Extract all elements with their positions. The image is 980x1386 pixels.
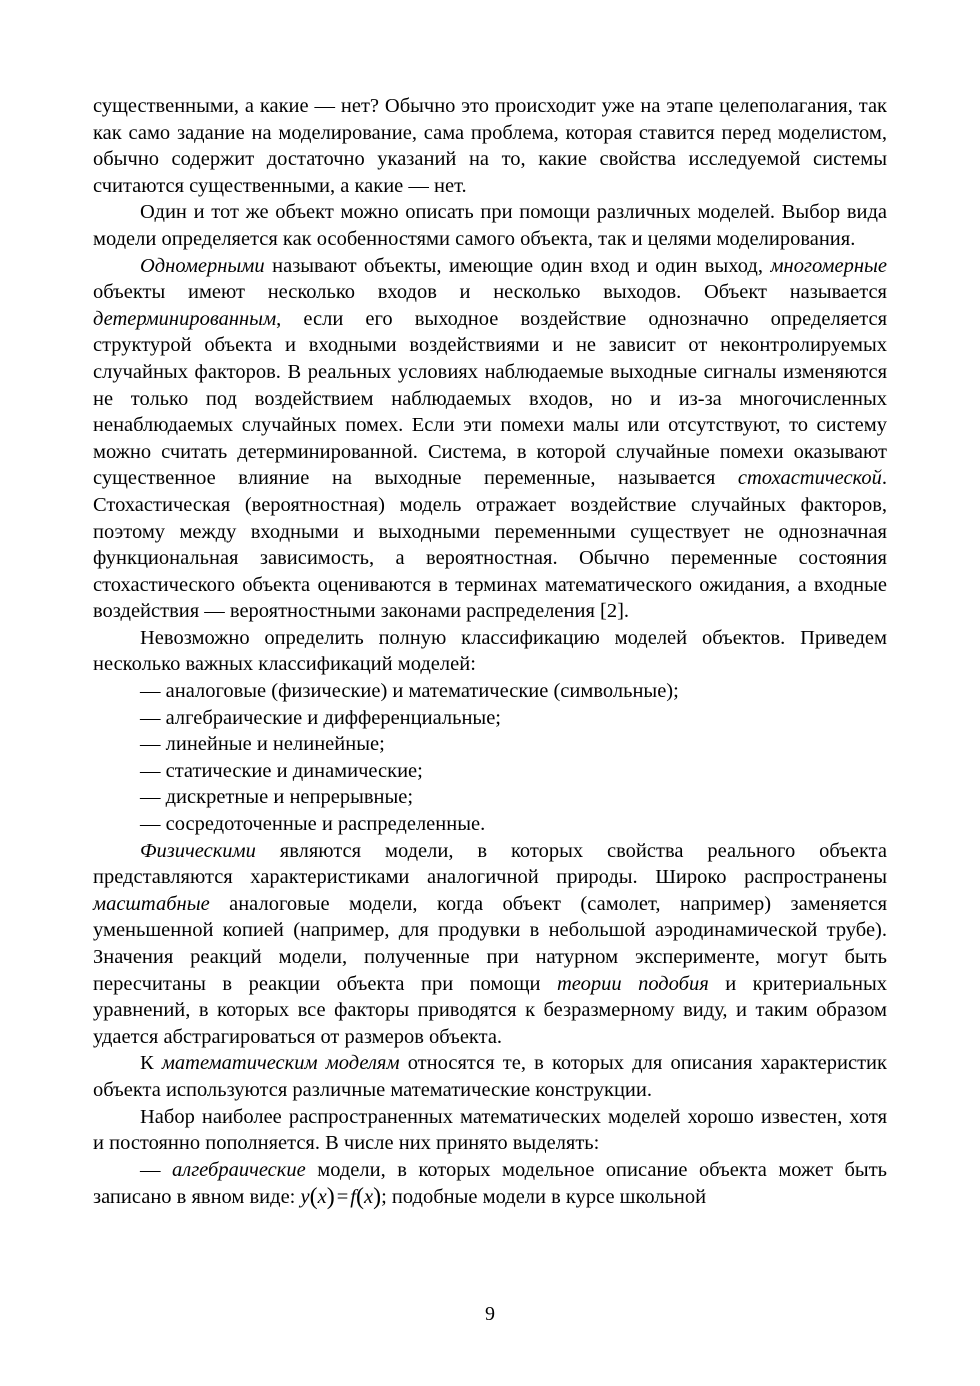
text-run: — линейные и нелинейные; — [140, 733, 385, 756]
list-item — [93, 678, 887, 705]
paragraph — [93, 1157, 887, 1211]
page-number: 9 — [485, 1303, 495, 1325]
text-run: Набор наиболее распространенных математических моделей хорошо известен, хотя и постоянно пополняется. В числе них принято выделять: — [93, 1105, 887, 1155]
text-run: ; подобные модели в курсе школьной — [381, 1186, 707, 1209]
text-run: — статические и динамические; — [140, 759, 423, 782]
text-run: — — [140, 1158, 172, 1181]
text-run: , если его выходное воздействие однозначно определяется структурой объекта и входными воздействиями и не зависит от неконтролируемых случайных факторов. В реальных условиях наблюдаемые выходные сигналы изменяются не только под воздействием наблюдаемых входов, но и из-за многочисленных ненаблюдаемых случайных помех. Если эти помехи малы или отсутствуют, то систему можно считать детерминированной. Система, в которой случайные помехи оказывают существенное влияние на выходные переменные, называется — [93, 307, 887, 490]
text-run: — алгебраические и дифференциальные; — [140, 706, 501, 729]
formula-token: ( — [309, 1184, 318, 1211]
text-run: К — [140, 1052, 162, 1075]
list-item — [93, 705, 887, 732]
italic-term: теории подобия — [556, 972, 709, 995]
text-run: модели, в которых модельное описание объекта может быть записано в явном виде: — [93, 1158, 888, 1209]
italic-term: масштабные — [93, 892, 210, 915]
italic-term: математическим моделям — [161, 1052, 400, 1075]
text-run: аналоговые модели, когда объект (самолет, например) заменяется уменьшенной копией (например, для продувки в небольшой аэродинамической трубе). Значения реакций модели, полученные при натурном эксперименте, могут быть пересчитаны в реакции объекта при помощи — [93, 892, 887, 995]
paragraph — [93, 625, 887, 678]
paragraph — [93, 1050, 887, 1103]
formula — [300, 1184, 382, 1211]
paragraph — [93, 199, 887, 252]
text-run: и критериальных уравнений, в которых все факторы приводятся к безразмерному виду, и таким образом удается абстрагироваться от размеров объекта. — [93, 972, 887, 1048]
formula-token: f — [350, 1186, 356, 1209]
text-run: существенными, а какие — нет? Обычно это происходит уже на этапе целеполагания, так как само задание на моделирование, сама проблема, которая ставится перед моделистом, обычно содержит достаточно указаний на то, какие свойства исследуемой системы считаются существенными, а какие — нет. — [93, 95, 887, 197]
italic-term: алгебраические — [172, 1158, 306, 1181]
formula-token: x — [364, 1186, 374, 1209]
formula-token: = — [336, 1186, 349, 1209]
text-run: — сосредоточенные и распределенные. — [140, 813, 486, 836]
paragraph — [93, 253, 887, 625]
formula-token: ) — [326, 1184, 335, 1211]
page-body-text — [93, 93, 887, 1211]
formula-token: x — [317, 1186, 327, 1209]
italic-term: Одномерными — [140, 254, 265, 277]
paragraph — [93, 1104, 887, 1157]
italic-term: Физическими — [140, 839, 256, 862]
formula-token: ) — [373, 1184, 382, 1211]
list-item — [93, 784, 887, 811]
text-run: — дискретные и непрерывные; — [140, 786, 414, 809]
list-item — [93, 731, 887, 758]
text-run: — аналоговые (физические) и математические (символьные); — [140, 680, 679, 703]
paragraph — [93, 838, 887, 1051]
text-run: объекты имеют несколько входов и несколько выходов. Объект называется — [93, 281, 887, 304]
list-item — [93, 811, 887, 838]
list-item — [93, 758, 887, 785]
italic-term: стохастической — [737, 467, 882, 490]
text-run: Невозможно определить полную классификацию моделей объектов. Приведем несколько важных классификаций моделей: — [93, 626, 887, 676]
text-run: относятся те, в которых для описания характеристик объекта используются различные математические конструкции. — [93, 1052, 887, 1101]
paragraph-continuation — [93, 93, 887, 199]
formula-token: ( — [356, 1184, 364, 1211]
italic-term: многомерные — [770, 254, 887, 277]
text-run: Один и тот же объект можно описать при помощи различных моделей. Выбор вида модели определяется как особенностями самого объекта, так и целями моделирования. — [93, 201, 887, 250]
text-run: являются модели, в которых свойства реального объекта представляются характеристиками аналогичной природы. Широко распространены — [93, 839, 887, 889]
text-run: называют объекты, имеющие один вход и один выход, — [264, 254, 771, 277]
text-run: . Стохастическая (вероятностная) модель отражает воздействие случайных факторов, поэтому между входными и выходными переменными существует не однозначная функциональная зависимость, а вероятностная. Обычно переменные состояния стохастического объекта оцениваются в терминах математического ожидания, а входные воздействия — вероятностными законами распределения [2]. — [93, 467, 887, 623]
italic-term: детерминированным — [93, 307, 277, 330]
formula-token: y — [300, 1186, 310, 1209]
